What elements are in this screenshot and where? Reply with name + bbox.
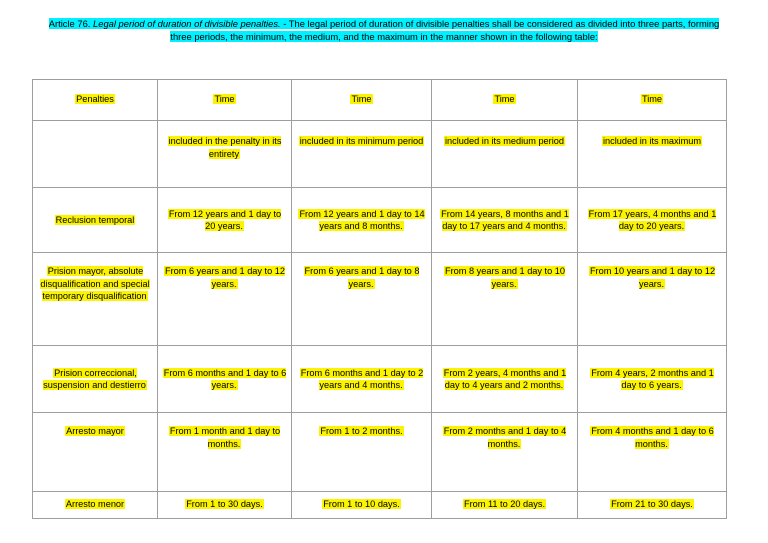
subheader-cell: included in the penalty in its entirety <box>158 121 292 188</box>
table-cell: From 8 years and 1 day to 10 years. <box>432 253 578 346</box>
table-row <box>33 346 727 413</box>
table-cell: From 6 years and 1 day to 12 years. <box>158 253 292 346</box>
table-cell: From 17 years, 4 months and 1 day to 20 years. <box>578 188 727 253</box>
subheader-cell: included in its medium period <box>432 121 578 188</box>
table-cell: From 2 years, 4 months and 1 day to 4 years and 2 months. <box>432 346 578 413</box>
header-cell: Time <box>158 80 292 121</box>
table-cell: From 6 months and 1 day to 6 years. <box>158 346 292 413</box>
header-cell: Time <box>578 80 727 121</box>
table-cell: From 12 years and 1 day to 20 years. <box>158 188 292 253</box>
table-cell: From 21 to 30 days. <box>578 492 727 519</box>
header-cell: Time <box>292 80 432 121</box>
table-cell: From 1 to 2 months. <box>292 413 432 492</box>
penalty-duration-table <box>32 79 727 519</box>
table-cell: From 12 years and 1 day to 14 years and 8 months. <box>292 188 432 253</box>
subheader-cell: included in its maximum <box>578 121 727 188</box>
subheader-cell <box>33 121 158 188</box>
table-row <box>33 253 727 346</box>
table-cell: From 1 to 30 days. <box>158 492 292 519</box>
header-cell: Penalties <box>33 80 158 121</box>
table-cell: From 6 months and 1 day to 2 years and 4 months. <box>292 346 432 413</box>
table-cell: From 14 years, 8 months and 1 day to 17 years and 4 months. <box>432 188 578 253</box>
header-cell: Time <box>432 80 578 121</box>
penalty-name-cell: Reclusion temporal <box>33 188 158 253</box>
subheader-cell: included in its minimum period <box>292 121 432 188</box>
article-heading-text <box>49 18 720 42</box>
table-cell: From 4 years, 2 months and 1 day to 6 years. <box>578 346 727 413</box>
article-body: - The legal period of duration of divisible penalties shall be considered as divided into three parts, forming three periods, the minimum, the medium, and the maximum in the manner shown in the following table: <box>170 18 720 42</box>
article-subject: Legal period of duration of divisible penalties. <box>93 18 281 29</box>
article-number: Article 76. <box>48 18 91 29</box>
table-subheader-row <box>33 121 727 188</box>
table-row <box>33 188 727 253</box>
table-header-row <box>33 80 727 121</box>
table-cell: From 11 to 20 days. <box>432 492 578 519</box>
penalty-name-cell: Arresto menor <box>33 492 158 519</box>
table-cell: From 1 month and 1 day to months. <box>158 413 292 492</box>
penalty-name-cell: Prision correccional, suspension and destierro <box>33 346 158 413</box>
table-cell: From 6 years and 1 day to 8 years. <box>292 253 432 346</box>
table-cell: From 2 months and 1 day to 4 months. <box>432 413 578 492</box>
table-row <box>33 413 727 492</box>
table-row <box>33 492 727 519</box>
table-cell: From 4 months and 1 day to 6 months. <box>578 413 727 492</box>
table-cell: From 10 years and 1 day to 12 years. <box>578 253 727 346</box>
article-heading <box>42 17 726 43</box>
penalty-name-cell: Prision mayor, absolute disqualification and special temporary disqualification <box>33 253 158 346</box>
penalty-name-cell: Arresto mayor <box>33 413 158 492</box>
table-cell: From 1 to 10 days. <box>292 492 432 519</box>
